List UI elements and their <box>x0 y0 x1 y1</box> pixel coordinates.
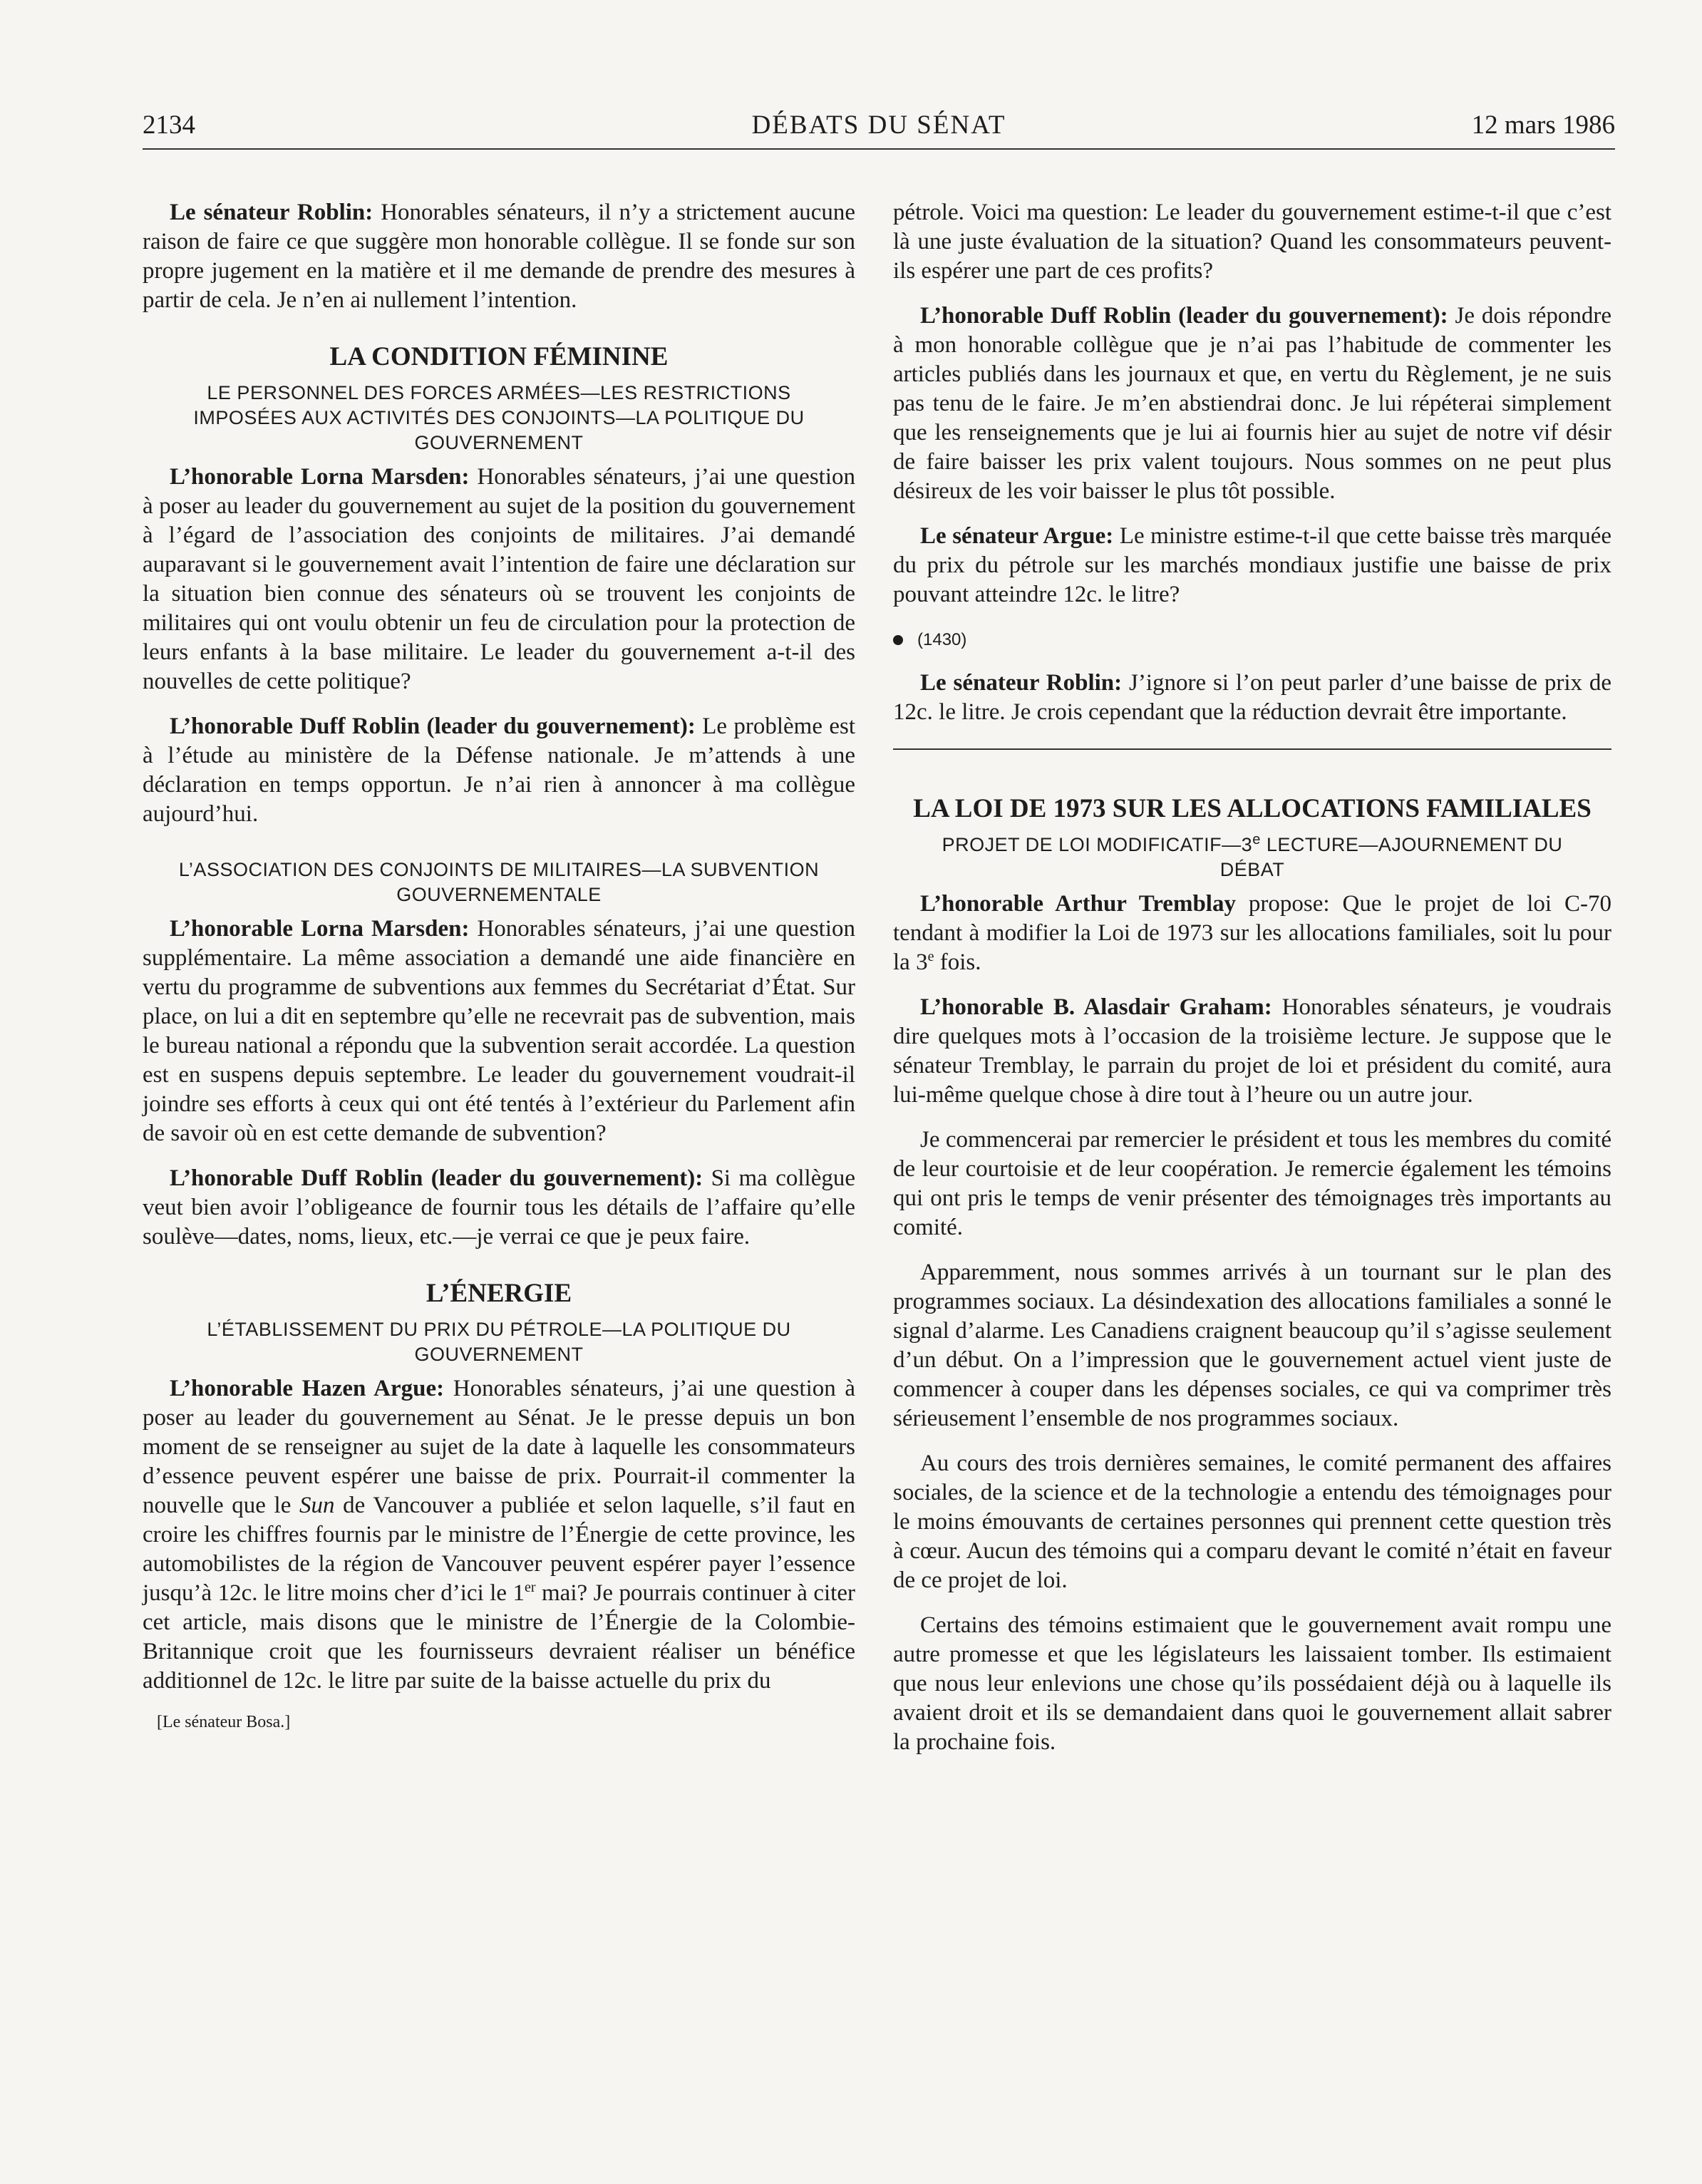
section-subheading: L’ÉTABLISSEMENT DU PRIX DU PÉTROLE—LA POLITIQUE DU GOUVERNEMENT <box>207 1319 791 1365</box>
section-heading: L’ÉNERGIE <box>426 1279 572 1308</box>
paragraph-text: fois. <box>934 949 981 975</box>
paragraph <box>143 915 855 1148</box>
time-mark-text: (1430) <box>917 630 967 649</box>
speaker-name: L’honorable Duff Roblin (leader du gouvernement): <box>170 1165 703 1191</box>
right-column <box>893 198 1611 1773</box>
paragraph-text: Je dois répondre à mon honorable collègue que je n’ai pas l’habitude de commenter les articles publiés dans les journaux et que, en vertu du Règlement, je ne suis pas tenu de le faire. Je m’en abstiendrai donc. Je lui répéterai simplement que les renseignements que je lui ai fournis hier au sujet de notre vif désir de faire baisser les prix valent toujours. Nous sommes on ne peut plus désireux de les voir baisser le plus tôt possible. <box>893 303 1611 504</box>
left-column <box>143 198 855 1733</box>
section-subheading: L’ASSOCIATION DES CONJOINTS DE MILITAIRES—LA SUBVENTION GOUVERNEMENTALE <box>178 859 820 905</box>
paragraph-text: Le problème est à l’étude au ministère de la Défense nationale. Je m’attends à une déclaration en temps opportun. Je n’ai rien à annoncer à ma collègue aujourd’hui. <box>143 714 855 827</box>
paragraph-text: Honorables sénateurs, il n’y a strictement aucune raison de faire ce que suggère mon honorable collègue. Il se fonde sur son propre jugement en la matière et il me demande de prendre des mesures à partir de cela. Je n’en ai nullement l’intention. <box>143 200 856 313</box>
publication-date: 12 mars 1986 <box>1471 110 1615 140</box>
time-marker <box>893 625 1611 654</box>
paragraph <box>893 522 1611 609</box>
paragraph: Au cours des trois dernières semaines, le comité permanent des affaires sociales, de la science et de la technologie a entendu des témoignages pour le moins émouvants de certaines personnes qui prennent cette question très à cœur. Aucun des témoins qui a comparu devant le comité n’était en faveur de ce projet de loi. <box>893 1451 1611 1593</box>
paragraph-continuation: pétrole. Voici ma question: Le leader du gouvernement estime-t-il que c’est là une juste évaluation de la situation? Quand les consommateurs peuvent-ils espérer une part de ces profits? <box>893 200 1611 284</box>
superscript: e <box>1252 832 1261 848</box>
paragraph-text: de Vancouver a publiée et selon laquelle, s’il faut en croire les chiffres fournis par le ministre de l’Énergie de cette province, les automobilistes de la région de Vancouver peuvent espérer payer l’essence jusqu’à 12c. le litre moins cher d’ici le 1 <box>143 1493 855 1606</box>
paragraph <box>143 712 855 829</box>
section-heading: LA LOI DE 1973 SUR LES ALLOCATIONS FAMILIALES <box>913 794 1592 823</box>
bullet-icon <box>893 635 903 645</box>
paragraph <box>143 198 855 315</box>
speaker-name: L’honorable Hazen Argue: <box>170 1376 445 1401</box>
paragraph <box>143 1164 855 1252</box>
subheading-text: PROJET DE LOI MODIFICATIF—3 <box>942 834 1253 855</box>
section-subheading <box>907 833 1597 882</box>
page-header <box>143 108 1615 150</box>
paragraph-text: mai? Je pourrais continuer à citer cet article, mais disons que le ministre de l’Énergie de la Colombie-Britannique croit que les fournisseurs devraient réaliser un bénéfice additionnel de 12c. le litre par suite de la baisse actuelle du prix du <box>143 1580 855 1694</box>
speaker-name: L’honorable Duff Roblin (leader du gouvernement): <box>170 714 696 739</box>
subheading-text: LECTURE—AJOURNEMENT DU DÉBAT <box>1219 834 1563 880</box>
footnote: [Le sénateur Bosa.] <box>157 1713 291 1731</box>
section-divider <box>893 748 1611 750</box>
speaker-name: L’honorable Lorna Marsden: <box>170 916 470 942</box>
section-subheading: LE PERSONNEL DES FORCES ARMÉES—LES RESTRICTIONS IMPOSÉES AUX ACTIVITÉS DES CONJOINTS—LA POLITIQUE DU GOUVERNEMENT <box>193 382 805 453</box>
paragraph <box>893 302 1611 506</box>
paragraph-text: Si ma collègue veut bien avoir l’obligeance de fournir tous les détails de l’affaire qu’elle soulève—dates, noms, lieux, etc.—je verrai ce que je peux faire. <box>143 1165 855 1250</box>
paragraph-text: Le ministre estime-t-il que cette baisse très marquée du prix du pétrole sur les marchés mondiaux justifie une baisse de prix pouvant atteindre 12c. le litre? <box>893 523 1612 607</box>
newspaper-name: Sun <box>299 1493 335 1518</box>
speaker-name: L’honorable Arthur Tremblay <box>920 891 1236 917</box>
publication-title: DÉBATS DU SÉNAT <box>751 110 1006 140</box>
paragraph-text: Honorables sénateurs, j’ai une question à poser au leader du gouvernement au sujet de la position du gouvernement à l’égard de l’association des conjoints de militaires. J’ai demandé auparavant si le gouvernement avait l’intention de faire une déclaration sur la situation bien connue des sénateurs où se trouvent les conjoints de militaires qui ont voulu obtenir un feu de circulation pour la protection de leurs enfants à la base militaire. Le leader du gouvernement a-t-il des nouvelles de cette politique? <box>143 464 856 694</box>
paragraph <box>143 463 855 696</box>
section-heading: LA CONDITION FÉMININE <box>329 342 669 371</box>
speaker-name: L’honorable Lorna Marsden: <box>170 464 470 490</box>
paragraph <box>893 669 1611 727</box>
paragraph <box>893 890 1611 977</box>
paragraph-text: Honorables sénateurs, j’ai une question supplémentaire. La même association a demandé une aide financière en vertu du programme de subventions aux femmes du Secrétariat d’État. Sur place, on lui a dit en septembre qu’elle ne recevrait pas de subvention, mais le bureau national a répondu que la subvention serait accordée. La question est en suspens depuis septembre. Le leader du gouvernement voudrait-il joindre ses efforts à ceux qui ont été tentés à l’extérieur du Parlement afin de savoir où en est cette demande de subvention? <box>143 916 856 1146</box>
speaker-name: L’honorable B. Alasdair Graham: <box>920 994 1272 1020</box>
paragraph <box>143 1374 855 1696</box>
paragraph: Apparemment, nous sommes arrivés à un tournant sur le plan des programmes sociaux. La désindexation des allocations familiales a sonné le signal d’alarme. Les Canadiens craignent beaucoup qu’il s’agisse seulement d’un début. On a l’impression que le gouvernement actuel vient juste de commencer à couper dans les dépenses sociales, ce qui va comprimer très sérieusement l’ensemble de nos programmes sociaux. <box>893 1260 1611 1431</box>
paragraph: Je commencerai par remercier le président et tous les membres du comité de leur courtoisie et de leur coopération. Je remercie également les témoins qui ont pris le temps de venir présenter des témoignages très importants au comité. <box>893 1127 1611 1240</box>
paragraph-text: J’ignore si l’on peut parler d’une baisse de prix de 12c. le litre. Je crois cependant que la réduction devrait être importante. <box>893 670 1612 725</box>
paragraph-text: propose: Que le projet de loi C-70 tendant à modifier la Loi de 1973 sur les allocations familiales, soit lu pour la 3 <box>893 891 1611 975</box>
paragraph: Certains des témoins estimaient que le gouvernement avait rompu une autre promesse et que les législateurs les laissaient tomber. Ils estimaient que nous leur enlevions une chose qu’ils possédaient déjà ou à laquelle ils avaient droit et ils se demandaient dans quoi le gouvernement allait sabrer la prochaine fois. <box>893 1612 1611 1755</box>
paragraph <box>893 993 1611 1110</box>
paragraph-text: Honorables sénateurs, je voudrais dire quelques mots à l’occasion de la troisième lecture. Je suppose que le sénateur Tremblay, le parrain du projet de loi et président du comité, aura lui-même quelque chose à dire tout à l’heure ou un autre jour. <box>893 994 1611 1108</box>
superscript: er <box>524 1580 536 1595</box>
page-number: 2134 <box>143 110 195 140</box>
speaker-name: Le sénateur Roblin: <box>170 200 373 225</box>
speaker-name: Le sénateur Argue: <box>920 523 1114 549</box>
speaker-name: Le sénateur Roblin: <box>920 670 1123 696</box>
speaker-name: L’honorable Duff Roblin (leader du gouvernement): <box>920 303 1448 329</box>
paragraph-text: Honorables sénateurs, j’ai une question à poser au leader du gouvernement au Sénat. Je le presse depuis un bon moment de se renseigner au sujet de la date à laquelle les consommateurs d’essence peuvent espérer une baisse de prix. Pourrait-il commenter la nouvelle que le <box>143 1376 855 1518</box>
superscript: e <box>927 949 934 964</box>
